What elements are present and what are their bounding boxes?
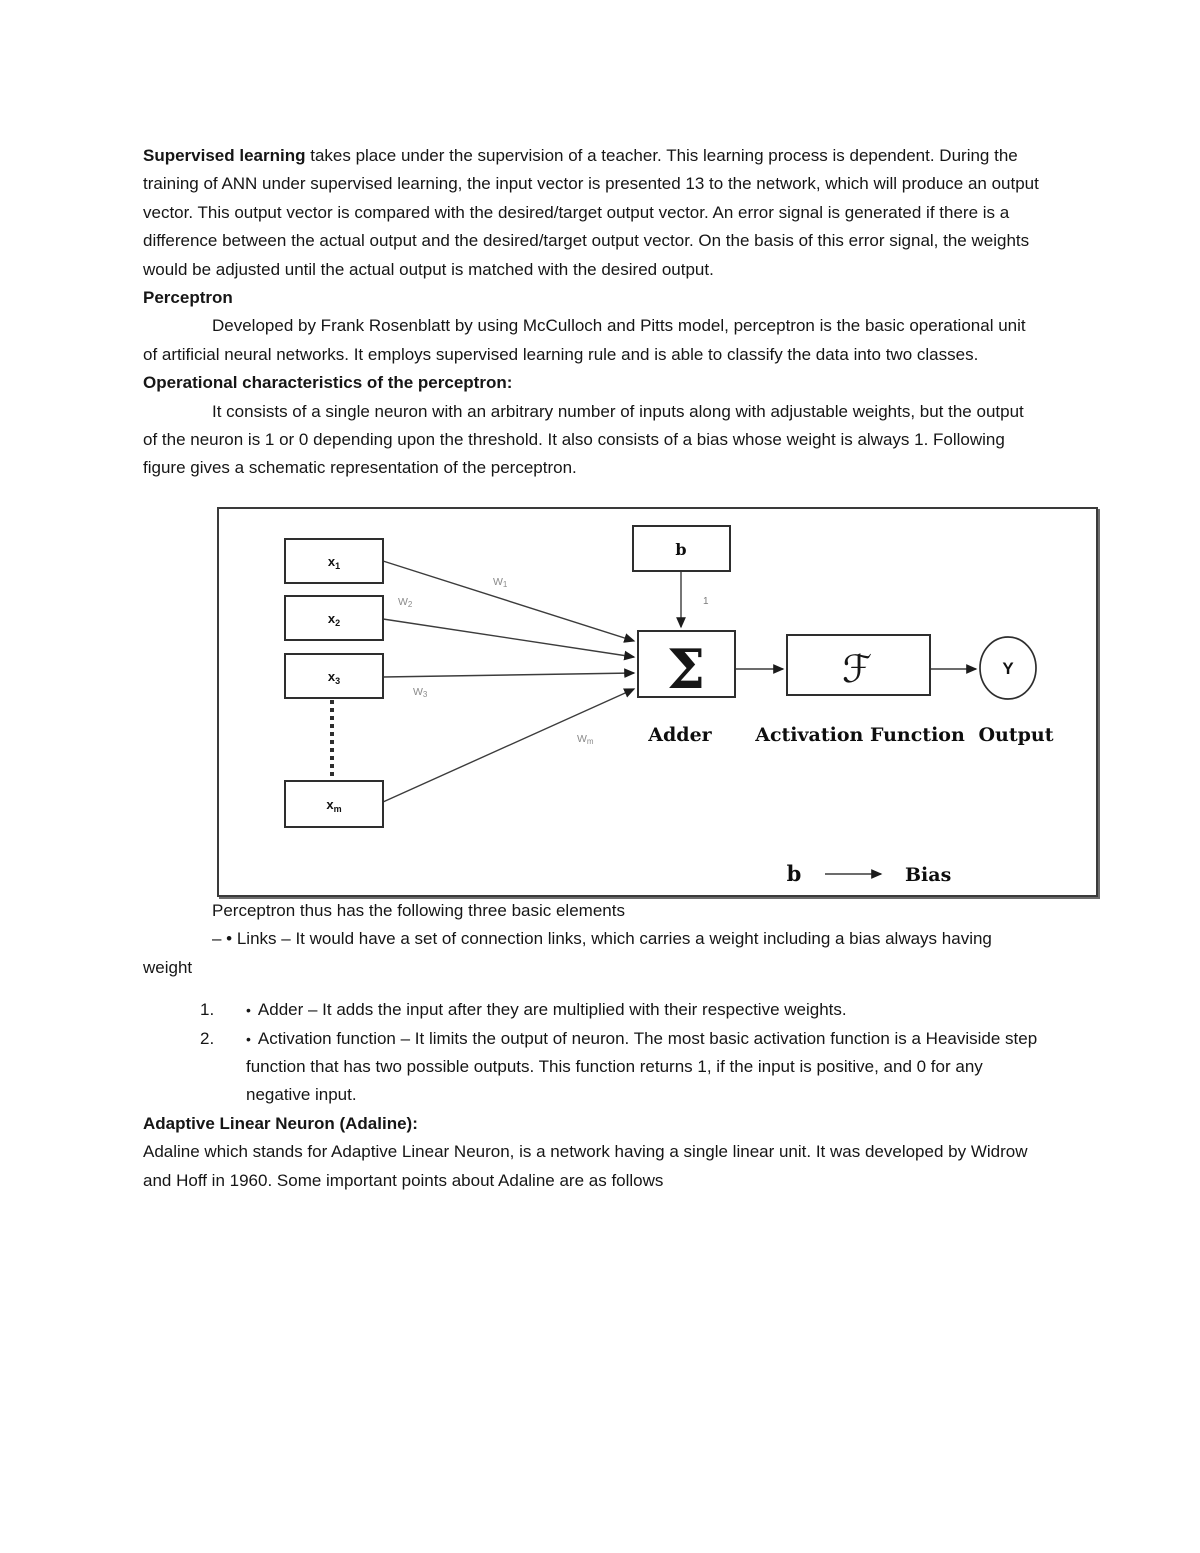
adaline-paragraph: Adaline which stands for Adaptive Linear Neuron, is a network having a single linear unit. It was developed by Widrow and Hoff in 1960. Some important points about Adaline are as follows xyxy=(143,1142,1028,1190)
input-label-x3: $x_3$ xyxy=(327,668,341,686)
arrow-x1-to-adder xyxy=(383,561,634,641)
links-item-paragraph: – • Links – It would have a set of connection links, which carries a weight including a bias always having weight xyxy=(143,929,992,977)
operational-paragraph: It consists of a single neuron with an arbitrary number of inputs along with adjustable weights, but the output of the neuron is 1 or 0 depending upon the threshold. It also consists of a bias whose weight is always 1. Following figure gives a schematic representation of the perceptron. xyxy=(143,401,1024,478)
sigma-symbol: Σ xyxy=(666,636,706,701)
list-item-text: Adder – It adds the input after they are multiplied with their respective weights. xyxy=(257,1000,847,1020)
list-item-number: 1. xyxy=(200,1000,215,1020)
input-label-xm: $x_m$ xyxy=(326,796,342,814)
output-symbol: Y xyxy=(1002,658,1014,678)
perceptron-diagram xyxy=(217,507,1098,897)
heading-perceptron: Perceptron xyxy=(143,288,233,308)
weight-label-wm: Wm xyxy=(577,732,594,746)
activation-function-caption: Activation Function xyxy=(755,723,965,746)
activation-function-symbol: ℱ xyxy=(842,646,872,691)
list-item-number: 2. xyxy=(200,1028,215,1048)
adder-caption: Adder xyxy=(648,723,712,746)
basic-elements-list xyxy=(143,996,1040,1110)
intro-text: takes place under the supervision of a teacher. This learning process is dependent. During the training of ANN under supervised learning, the input vector is presented 13 to the network, which will produce an output vector. This output vector is compared with the desired/target output vector. An error signal is generated if there is a difference between the actual output and the desired/target output vector. On the basis of this error signal, the weights would be adjusted until the actual output is matched with the desired output. xyxy=(143,146,1039,279)
perceptron-diagram-svg xyxy=(219,509,1096,895)
list-item xyxy=(143,996,1040,1024)
weight-label-w3: W3 xyxy=(413,685,428,699)
weight-label-w1: W1 xyxy=(493,575,508,589)
bias-box-label: b xyxy=(675,539,687,559)
bullet-icon: • xyxy=(246,1030,251,1047)
bullet-icon: • xyxy=(246,1002,251,1019)
intro-bold-leadin: Supervised learning xyxy=(143,146,306,165)
weight-label-w2: W2 xyxy=(398,595,413,609)
arrow-xm-to-adder xyxy=(383,689,634,802)
legend-b-symbol: b xyxy=(786,860,802,886)
intro-paragraph xyxy=(143,142,1040,284)
output-caption: Output xyxy=(978,723,1054,746)
heading-operational-characteristics: Operational characteristics of the perceptron: xyxy=(143,373,513,393)
list-item xyxy=(143,1025,1040,1110)
list-item-body xyxy=(246,1025,1040,1110)
list-item-body xyxy=(246,996,1040,1024)
list-item-text: Activation function – It limits the output of neuron. The most basic activation function is a Heaviside step function that has two possible outputs. This function returns 1, if the input is positive, and 0 for any negative input. xyxy=(246,1028,1038,1105)
arrow-x2-to-adder xyxy=(383,619,634,657)
input-label-x2: $x_2$ xyxy=(327,610,341,628)
perceptron-paragraph: Developed by Frank Rosenblatt by using McCulloch and Pitts model, perceptron is the basic operational unit of artificial neural networks. It employs supervised learning rule and is able to classify the data into two classes. xyxy=(143,316,1026,364)
arrow-x3-to-adder xyxy=(383,673,634,677)
legend-bias-label: Bias xyxy=(905,863,952,886)
input-label-x1: $x_1$ xyxy=(327,553,341,571)
bias-weight-label: 1 xyxy=(703,595,709,607)
elements-paragraph: Perceptron thus has the following three basic elements xyxy=(212,900,625,920)
heading-adaline: Adaptive Linear Neuron (Adaline): xyxy=(143,1113,418,1133)
